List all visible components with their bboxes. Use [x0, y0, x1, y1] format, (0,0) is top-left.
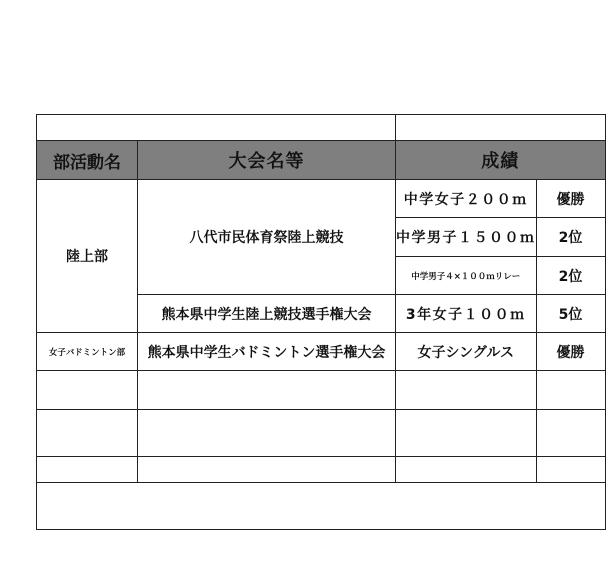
- tournament-name: 八代市民体育祭陸上競技: [138, 180, 396, 295]
- event-name: 中学男子４×１００ｍリレー: [396, 257, 537, 295]
- table-row: [37, 180, 606, 218]
- header-club-name: 部活動名: [37, 141, 138, 180]
- rank: 2位: [536, 218, 605, 257]
- header-result: 成績: [396, 141, 606, 180]
- club-name-track: 陸上部: [37, 180, 138, 333]
- table-header-row: [37, 141, 606, 180]
- tournament-name: 熊本県中学生陸上競技選手権大会: [138, 295, 396, 333]
- event-name: 中学女子２００ｍ: [396, 180, 537, 218]
- blank-cell: [536, 371, 605, 410]
- event-name: 3年女子１００ｍ: [396, 295, 537, 333]
- rank: 優勝: [536, 180, 605, 218]
- blank-cell: [37, 410, 138, 457]
- rank: 2位: [536, 257, 605, 295]
- blank-cell: [37, 115, 396, 141]
- rank: 5位: [536, 295, 605, 333]
- empty-row: [37, 410, 606, 457]
- blank-cell: [396, 410, 537, 457]
- blank-cell: [37, 371, 138, 410]
- event-name: 女子シングルス: [396, 333, 537, 371]
- club-results-table: [36, 114, 606, 530]
- blank-cell: [37, 457, 138, 483]
- blank-cell: [396, 457, 537, 483]
- blank-cell: [536, 410, 605, 457]
- blank-cell: [536, 457, 605, 483]
- event-name: 中学男子１５００ｍ: [396, 218, 537, 257]
- blank-cell: [138, 457, 396, 483]
- blank-cell: [138, 410, 396, 457]
- blank-cell: [37, 483, 606, 530]
- header-tournament-name: 大会名等: [138, 141, 396, 180]
- tournament-name: 熊本県中学生バドミントン選手権大会: [138, 333, 396, 371]
- blank-cell: [396, 115, 606, 141]
- table-footer-blank-row: [37, 483, 606, 530]
- club-name-badminton: 女子バドミントン部: [37, 333, 138, 371]
- table-top-blank-row: [37, 115, 606, 141]
- table-row: [37, 333, 606, 371]
- empty-row: [37, 371, 606, 410]
- rank: 優勝: [536, 333, 605, 371]
- blank-cell: [396, 371, 537, 410]
- empty-row: [37, 457, 606, 483]
- blank-cell: [138, 371, 396, 410]
